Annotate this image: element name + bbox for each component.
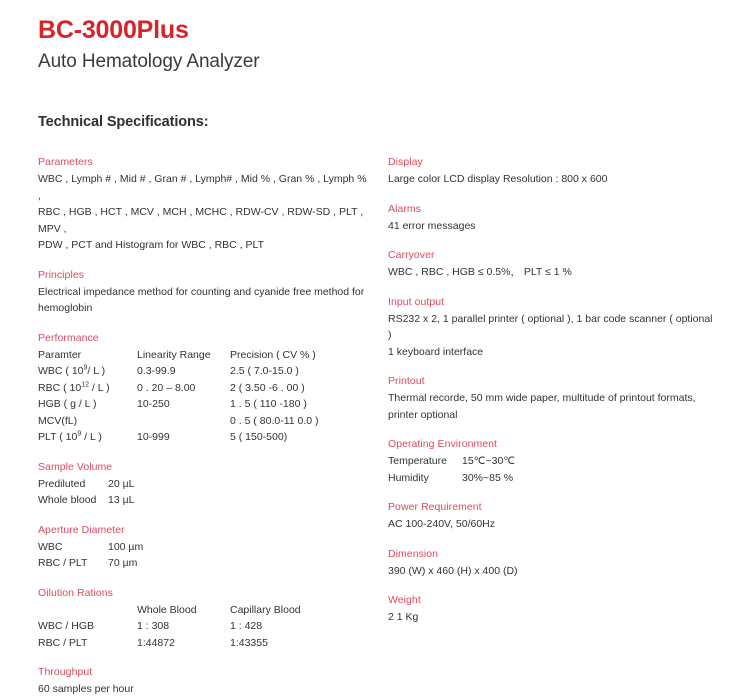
- dilution-capillary-blood: 1 : 428: [230, 620, 263, 632]
- dilution-whole-blood: 1 : 308: [137, 620, 170, 632]
- table-header-row: [38, 347, 368, 364]
- table-row: [38, 476, 135, 493]
- section-title-aperture-diameter: Aperture Diameter: [38, 523, 125, 536]
- table-row: [388, 453, 515, 470]
- column-header-parameter: Paramter: [38, 348, 82, 361]
- section-body-power-requirement: [388, 516, 718, 533]
- section-title-alarms: Alarms: [388, 202, 421, 215]
- aperture-value: 100 µm: [108, 540, 144, 553]
- section-parameters: [38, 154, 368, 254]
- environment-value: 15℃~30℃: [462, 455, 516, 467]
- section-dimension: [388, 546, 718, 580]
- parameters-line: RBC , HGB , HCT , MCV , MCH , MCHC , RDW-CV , RDW-SD , PLT , MPV ,: [38, 206, 364, 235]
- right-column: [388, 154, 718, 626]
- aperture-diameter-table: [38, 539, 143, 572]
- column-header-capillary-blood: Capillary Blood: [230, 603, 301, 616]
- section-title-input-output: Input output: [388, 295, 445, 308]
- section-alarms: [388, 201, 718, 235]
- dilution-capillary-blood: 1:43355: [230, 636, 268, 649]
- performance-parameter: RBC ( $10^{12}$ / L ): [38, 381, 110, 394]
- performance-precision: 2.5 ( 7.0-15.0 ): [230, 365, 299, 377]
- section-body-alarms: [388, 218, 718, 235]
- section-dilution-rations: [38, 585, 368, 652]
- table-row: [38, 555, 143, 572]
- sample-volume-table: [38, 476, 135, 509]
- environment-value: 30%~85 %: [462, 471, 514, 484]
- product-title: BC-3000Plus: [38, 16, 189, 44]
- section-body-dimension: [388, 563, 718, 580]
- section-body-input-output: [388, 311, 718, 361]
- section-body-throughput: [38, 681, 368, 698]
- performance-parameter: HGB ( g / L ): [38, 398, 97, 410]
- table-header-row: [38, 602, 368, 619]
- column-header-whole-blood: Whole Blood: [137, 603, 197, 616]
- section-title-throughput: Throughput: [38, 666, 93, 678]
- carryover-line: WBC , RBC , HGB ≤ 0.5%， PLT ≤ 1 %: [388, 266, 572, 278]
- operating-environment-table: [388, 453, 515, 486]
- dilution-parameter: RBC / PLT: [38, 636, 88, 649]
- left-column: [38, 154, 368, 698]
- section-title-weight: Weight: [388, 594, 421, 606]
- sample-volume-label: Whole blood: [38, 494, 97, 506]
- section-title-power-requirement: Power Requirement: [388, 501, 482, 513]
- section-title-sample-volume: Sample Volume: [38, 460, 113, 473]
- section-display: [388, 154, 718, 188]
- performance-linearity: 10-250: [137, 398, 170, 410]
- table-row: [38, 396, 368, 413]
- section-title-display: Display: [388, 156, 423, 168]
- table-row: [38, 429, 368, 446]
- table-row: [38, 618, 368, 635]
- sample-volume-label: Prediluted: [38, 477, 86, 490]
- technical-specifications-heading: Technical Specifications:: [38, 114, 209, 130]
- environment-label: Humidity: [388, 471, 429, 484]
- section-title-operating-environment: Operating Environment: [388, 438, 498, 450]
- performance-precision: 1 . 5 ( 110 -180 ): [230, 398, 307, 410]
- sample-volume-value: 20 µL: [108, 477, 135, 490]
- section-carryover: [388, 247, 718, 281]
- section-operating-environment: [388, 436, 718, 486]
- printout-line: Thermal recorde, 50 mm wide paper, multitude of printout formats,: [388, 392, 696, 404]
- section-title-carryover: Carryover: [388, 249, 435, 261]
- input-output-line: RS232 x 2, 1 parallel printer ( optional ), 1 bar code scanner ( optional ): [388, 312, 713, 341]
- section-throughput: [38, 664, 368, 698]
- aperture-label: RBC / PLT: [38, 557, 88, 569]
- principles-line: hemoglobin: [38, 302, 93, 314]
- performance-linearity: 0.3-99.9: [137, 365, 176, 377]
- section-title-printout: Printout: [388, 375, 425, 387]
- performance-parameter: MCV(fL): [38, 414, 78, 427]
- parameters-line: WBC , Lymph # , Mid # , Gran # , Lymph# , Mid % , Gran % , Lymph % ,: [38, 173, 367, 202]
- column-header-linearity: Linearity Range: [137, 348, 211, 361]
- section-title-dimension: Dimension: [388, 547, 439, 560]
- section-input-output: [388, 294, 718, 361]
- section-title-parameters: Parameters: [38, 156, 93, 168]
- column-header-precision: Precision ( CV % ): [230, 348, 316, 361]
- section-body-weight: [388, 609, 718, 626]
- parameters-line: PDW , PCT and Histogram for WBC , RBC , PLT: [38, 239, 264, 251]
- column-header-blank: [38, 602, 137, 619]
- document-header: [38, 16, 260, 74]
- table-row: [38, 413, 368, 430]
- aperture-label: WBC: [38, 540, 63, 553]
- principles-line: Electrical impedance method for counting and cyanide free method for: [38, 285, 365, 298]
- table-row: [38, 363, 368, 380]
- section-body-printout: [388, 390, 718, 423]
- weight-line: 2 1 Kg: [388, 611, 419, 623]
- dilution-whole-blood: 1:44872: [137, 636, 175, 649]
- table-row: [38, 492, 135, 509]
- section-performance: [38, 330, 368, 446]
- section-principles: [38, 267, 368, 317]
- alarms-line: 41 error messages: [388, 219, 476, 232]
- section-body-parameters: [38, 171, 368, 254]
- section-printout: [388, 373, 718, 423]
- section-title-performance: Performance: [38, 331, 99, 344]
- aperture-value: 70 µm: [108, 557, 138, 569]
- performance-parameter: WBC ( $10^9/$ L ): [38, 364, 106, 377]
- section-power-requirement: [388, 499, 718, 533]
- dilution-parameter: WBC / HGB: [38, 620, 95, 632]
- product-subtitle: Auto Hematology Analyzer: [38, 50, 260, 72]
- section-body-principles: [38, 284, 368, 317]
- section-body-carryover: [388, 264, 718, 281]
- performance-precision: 0 . 5 ( 80.0-11 0.0 ): [230, 414, 319, 427]
- environment-label: Temperature: [388, 455, 447, 467]
- performance-precision: 2 ( 3.50 -6 . 00 ): [230, 381, 305, 394]
- table-row: [388, 470, 515, 487]
- display-line: Large color LCD display Resolution : 800 x 600: [388, 173, 608, 185]
- input-output-line: 1 keyboard interface: [388, 345, 484, 358]
- power-requirement-line: AC 100-240V, 50/60Hz: [388, 518, 496, 530]
- section-aperture-diameter: [38, 522, 368, 572]
- section-body-display: [388, 171, 718, 188]
- printout-line: printer optional: [388, 408, 458, 421]
- table-row: [38, 635, 368, 652]
- performance-table: [38, 347, 368, 446]
- sample-volume-value: 13 µL: [108, 494, 135, 506]
- throughput-line: 60 samples per hour: [38, 683, 134, 695]
- section-title-principles: Principles: [38, 268, 85, 281]
- table-row: [38, 539, 143, 556]
- section-sample-volume: [38, 459, 368, 509]
- dimension-line: 390 (W) x 460 (H) x 400 (D): [388, 564, 518, 577]
- performance-linearity: 10-999: [137, 431, 170, 443]
- section-weight: [388, 592, 718, 626]
- section-title-dilution-rations: Oilution Rations: [38, 586, 113, 599]
- performance-linearity: 0 . 20 – 8.00: [137, 381, 196, 394]
- dilution-rations-table: [38, 602, 368, 652]
- performance-parameter: PLT ( $10^9$ / L ): [38, 430, 102, 443]
- performance-precision: 5 ( 150-500): [230, 431, 288, 443]
- table-row: [38, 380, 368, 397]
- performance-linearity: [137, 413, 230, 430]
